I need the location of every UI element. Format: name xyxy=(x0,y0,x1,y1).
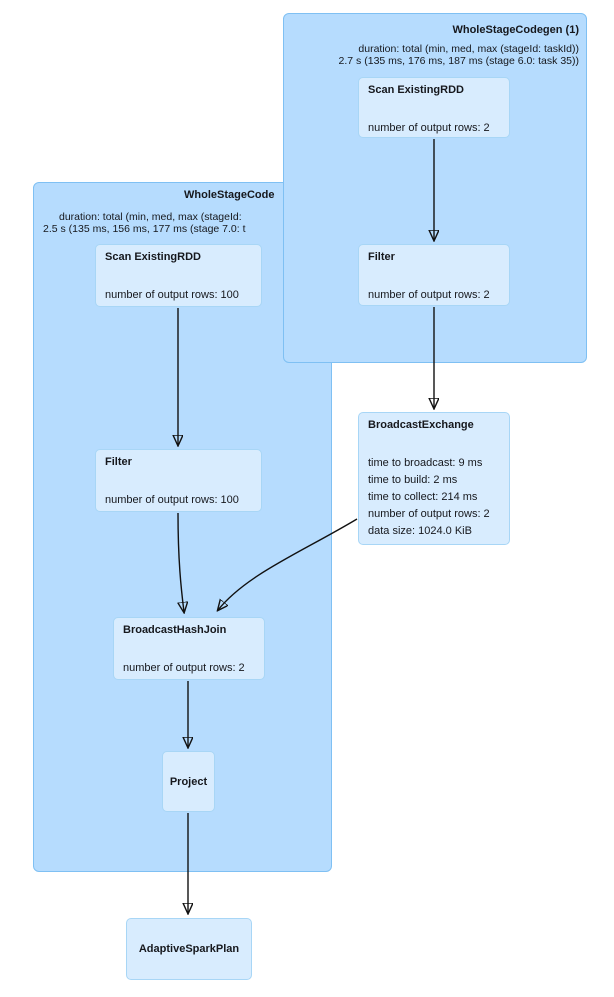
node-metric: number of output rows: 2 xyxy=(368,289,490,301)
node-metric: time to build: 2 ms xyxy=(368,474,458,486)
node-filter-1[interactable] xyxy=(358,244,510,306)
node-metric: number of output rows: 100 xyxy=(105,289,239,301)
node-filter-2[interactable] xyxy=(95,449,262,512)
node-title: Scan ExistingRDD xyxy=(105,251,201,263)
cluster-duration-value: 2.7 s (135 ms, 176 ms, 187 ms (stage 6.0: task 35)) xyxy=(338,55,579,67)
cluster-duration-label: duration: total (min, med, max (stageId: xyxy=(59,211,242,223)
node-title: AdaptiveSparkPlan xyxy=(138,943,240,955)
node-title: Project xyxy=(169,775,208,788)
node-title: Filter xyxy=(368,251,395,263)
node-metric: time to broadcast: 9 ms xyxy=(368,457,483,469)
node-title: Scan ExistingRDD xyxy=(368,84,464,96)
node-adaptive-spark-plan[interactable] xyxy=(126,918,252,980)
cluster-duration xyxy=(339,43,579,67)
node-metrics xyxy=(368,455,505,540)
cluster-duration-label: duration: total (min, med, max (stageId: taskId)) xyxy=(358,43,579,55)
node-metric: number of output rows: 2 xyxy=(368,122,490,134)
node-metric: number of output rows: 2 xyxy=(368,508,490,520)
node-metric: time to collect: 214 ms xyxy=(368,491,478,503)
node-scan-existingrdd-2[interactable] xyxy=(95,244,262,307)
cluster-duration-value: 2.5 s (135 ms, 156 ms, 177 ms (stage 7.0: t xyxy=(43,223,246,235)
node-title: BroadcastExchange xyxy=(368,419,474,431)
node-metric: data size: 1024.0 KiB xyxy=(368,525,472,537)
node-metric: number of output rows: 2 xyxy=(123,662,245,674)
cluster-wholestagecodegen-1 xyxy=(283,13,587,363)
cluster-title: WholeStageCodegen (1) xyxy=(452,24,579,36)
node-broadcast-hash-join[interactable] xyxy=(113,617,265,680)
node-title: BroadcastHashJoin xyxy=(123,624,227,636)
cluster-title: WholeStageCode xyxy=(184,189,275,201)
node-project[interactable] xyxy=(162,751,215,812)
node-metric: number of output rows: 100 xyxy=(105,494,239,506)
node-title: Filter xyxy=(105,456,132,468)
node-scan-existingrdd-1[interactable] xyxy=(358,77,510,138)
node-broadcast-exchange[interactable] xyxy=(358,412,510,545)
